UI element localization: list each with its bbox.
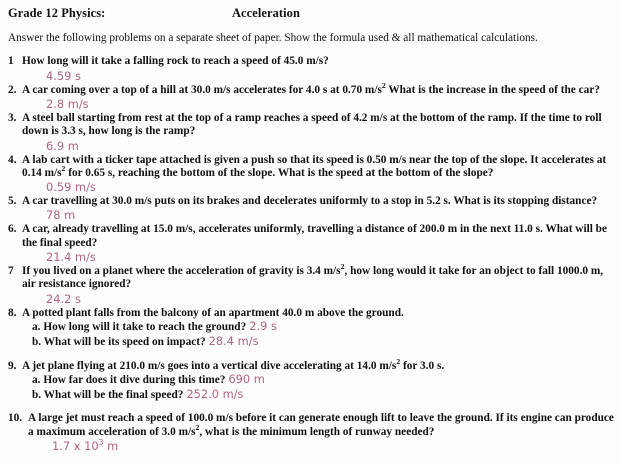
question-item bbox=[8, 55, 614, 83]
question-number: 10. bbox=[8, 412, 23, 425]
sub-question-item bbox=[22, 388, 614, 403]
unit-exponent: 2 bbox=[61, 164, 66, 174]
question-text: A car travelling at 30.0 m/s puts on its brakes and decelerates uniformly to a stop in 5.2 s. What is its stopping distance? bbox=[22, 195, 598, 208]
sub-question-label: a. bbox=[32, 373, 41, 386]
document-header bbox=[8, 6, 614, 23]
question-text: How long will it take a falling rock to reach a speed of 45.0 m/s? bbox=[22, 55, 329, 68]
sub-question-text: What will be the final speed? bbox=[43, 388, 184, 401]
question-body bbox=[28, 412, 614, 454]
sub-question-item bbox=[22, 335, 614, 350]
question-text-cont: for 3.0 s. bbox=[400, 359, 445, 372]
answer-mantissa: 1.7 x 10 bbox=[52, 439, 99, 454]
unit-exponent: 2 bbox=[195, 422, 200, 432]
question-answer: 2.8 m/s bbox=[46, 97, 89, 111]
question-body bbox=[22, 55, 614, 83]
question-body bbox=[22, 223, 614, 265]
question-item bbox=[8, 154, 614, 196]
question-body bbox=[22, 80, 614, 112]
question-answer: 78 m bbox=[46, 208, 76, 223]
question-item bbox=[8, 112, 614, 154]
instructions-text: Answer the following problems on a separate sheet of paper. Show the formula used & all mathematical calculations. bbox=[8, 32, 538, 44]
sub-question-label: b. bbox=[32, 388, 42, 401]
question-answer: 6.9 m bbox=[46, 138, 79, 153]
page-title: Grade 12 Physics: bbox=[8, 6, 106, 20]
question-number: 6. bbox=[8, 223, 17, 236]
question-text-cont: What is the increase in the speed of the car? bbox=[385, 83, 600, 96]
question-text: A steel ball starting from rest at the top of a ramp reaches a speed of 4.2 m/s at the bottom of the ramp. If the time to roll down is 3.3 s, how long is the ramp? bbox=[22, 112, 602, 138]
answer-unit: m bbox=[103, 439, 119, 454]
question-text: A potted plant falls from the balcony of an apartment 40.0 m above the ground. bbox=[22, 306, 404, 319]
question-text: A jet plane flying at 210.0 m/s goes into a vertical dive accelerating at 14.0 m/s bbox=[22, 359, 397, 372]
question-number: 4. bbox=[8, 153, 17, 166]
question-item bbox=[8, 80, 614, 112]
question-number: 2. bbox=[8, 83, 17, 96]
unit-exponent: 2 bbox=[340, 262, 345, 272]
question-body bbox=[22, 356, 614, 403]
unit-exponent: 2 bbox=[396, 356, 401, 366]
sub-question-answer: 690 m bbox=[228, 371, 265, 386]
sub-question-text: How far does it dive during this time? bbox=[43, 373, 226, 386]
question-text-cont: for 0.65 s, reaching the bottom of the slope. What is the speed at the bottom of the slope? bbox=[65, 166, 494, 179]
question-number: 9. bbox=[8, 359, 17, 372]
question-number: 5. bbox=[8, 195, 17, 208]
sub-question-label: a. bbox=[32, 320, 41, 333]
question-text: A lab cart with a ticker tape attached is given a push so that its speed is 0.50 m/s near the top of the slope. It accelerates at 0.14 m/s bbox=[22, 153, 607, 179]
sub-question-answer: 28.4 m/s bbox=[208, 333, 259, 348]
question-item bbox=[8, 195, 614, 223]
sub-question-answer: 252.0 m/s bbox=[186, 386, 244, 401]
question-text: A car, already travelling at 15.0 m/s, accelerates uniformly, travelling a distance of 200.0 m in the next 11.0 s. What will be the final speed? bbox=[22, 223, 607, 249]
question-number: 3. bbox=[8, 112, 17, 124]
question-answer: 21.4 m/s bbox=[46, 250, 96, 265]
question-answer bbox=[28, 439, 614, 454]
sub-question-item bbox=[22, 320, 614, 335]
sub-question-label: b. bbox=[32, 335, 42, 348]
question-number: 8. bbox=[8, 306, 17, 319]
question-text: A large jet must reach a speed of 100.0 m/s before it can generate enough lift to leave the ground. If its engine can produce a maximum acceleration of 3.0 m/s bbox=[28, 412, 614, 438]
question-item bbox=[8, 223, 614, 265]
question-text: A car coming over a top of a hill at 30.0 m/s accelerates for 4.0 s at 0.70 m/s bbox=[22, 83, 382, 96]
question-answer: 0.59 m/s bbox=[46, 180, 96, 195]
question-text: If you lived on a planet where the acceleration of gravity is 3.4 m/s bbox=[22, 265, 341, 278]
question-item bbox=[8, 262, 614, 307]
question-answer: 24.2 s bbox=[46, 291, 81, 306]
question-item bbox=[8, 307, 614, 350]
question-body bbox=[22, 154, 614, 196]
question-item bbox=[8, 356, 614, 403]
question-body bbox=[22, 195, 614, 223]
sub-question-item bbox=[22, 373, 614, 388]
question-text-cont: , how long would it take for an object to fall 1000.0 m, air resistance ignored? bbox=[22, 265, 604, 291]
question-body bbox=[22, 262, 614, 307]
question-number: 7 bbox=[8, 265, 14, 278]
question-body bbox=[22, 307, 614, 350]
sub-question-text: What will be its speed on impact? bbox=[43, 335, 206, 348]
question-item bbox=[8, 412, 614, 454]
topic-title: Acceleration bbox=[232, 6, 300, 20]
question-body bbox=[22, 112, 614, 154]
sub-question-text: How long will it take to reach the ground? bbox=[43, 320, 247, 333]
sub-question-answer: 2.9 s bbox=[249, 318, 277, 333]
question-text-cont: , what is the minimum length of runway needed? bbox=[199, 425, 435, 438]
answer-exponent: 3 bbox=[98, 438, 104, 448]
question-number: 1 bbox=[8, 55, 14, 68]
unit-exponent: 2 bbox=[381, 80, 386, 90]
question-list bbox=[8, 55, 614, 454]
question-answer: 4.59 s bbox=[46, 68, 81, 83]
